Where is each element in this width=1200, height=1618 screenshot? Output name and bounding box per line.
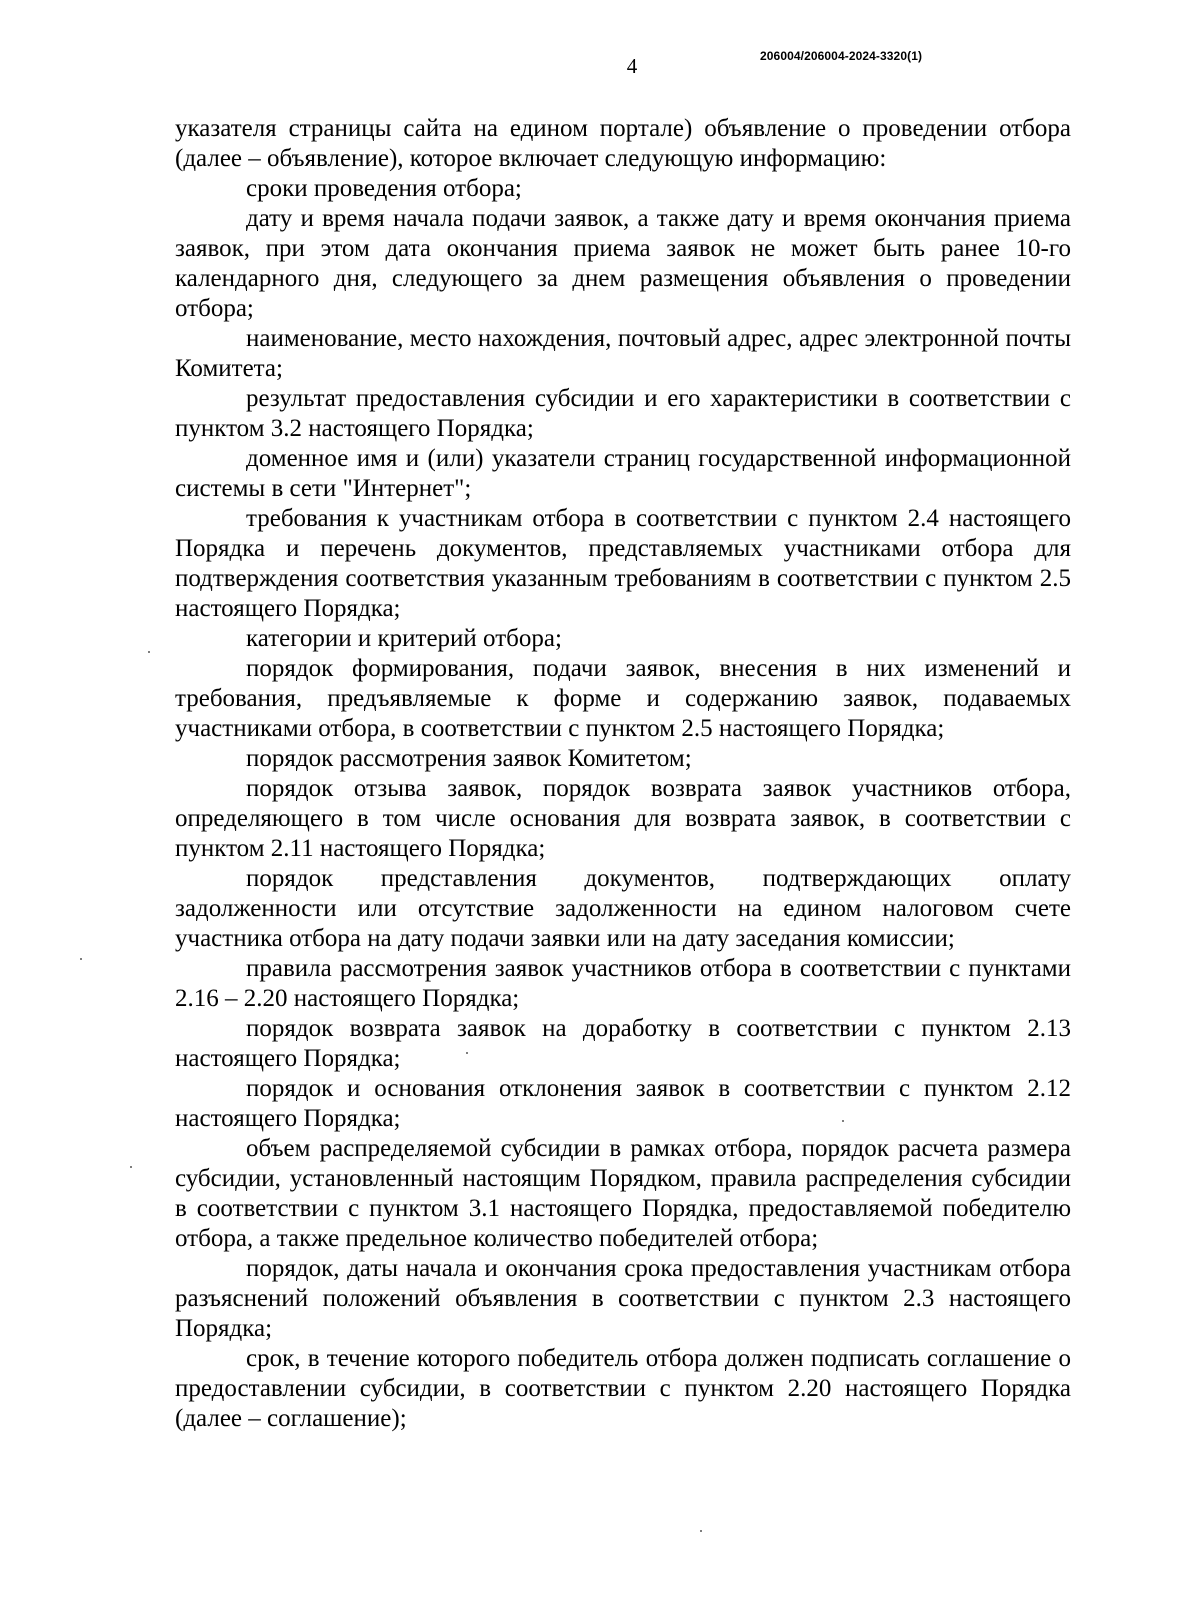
- list-item-review-procedure: порядок рассмотрения заявок Комитетом;: [246, 745, 692, 772]
- page-number: 4: [626, 54, 638, 78]
- list-item-rejection-grounds: порядок и основания отклонения заявок в соответствии с пунктом 2.12 настоящего Порядка;: [175, 1075, 1071, 1132]
- list-item-application-procedure: порядок формирования, подачи заявок, внесения в них изменений и требования, предъявляемые к форме и содержанию заявок, подаваемых участниками отбора, в соответствии с пунктом 2.5 настоящего Порядка;: [175, 655, 1071, 742]
- list-item-subsidy-volume: объем распределяемой субсидии в рамках отбора, порядок расчета размера субсидии, установленный настоящим Порядком, правила распределения субсидии в соответствии с пунктом 3.1 настоящего Порядка, предоставляемой победителю отбора, а также предельное количество победителей отбора;: [175, 1135, 1071, 1252]
- paragraph-continuation: указателя страницы сайта на едином портале) объявление о проведении отбора (далее – объявление), которое включает следующую информацию:: [175, 115, 1071, 172]
- scan-speck: [148, 651, 150, 653]
- list-item-revision-return: порядок возврата заявок на доработку в соответствии с пунктом 2.13 настоящего Порядка;: [175, 1015, 1071, 1072]
- list-item-review-rules: правила рассмотрения заявок участников отбора в соответствии с пунктами 2.16 – 2.20 настоящего Порядка;: [175, 955, 1071, 1012]
- list-item-application-dates: дату и время начала подачи заявок, а также дату и время окончания приема заявок, при этом дата окончания приема заявок не может быть ранее 10-го календарного дня, следующего за днем размещения объявления о проведении отбора;: [175, 205, 1071, 322]
- list-item-withdrawal-procedure: порядок отзыва заявок, порядок возврата заявок участников отбора, определяющего в том числе основания для возврата заявок, в соответствии с пунктом 2.11 настоящего Порядка;: [175, 775, 1071, 862]
- scan-speck: [80, 958, 82, 960]
- scan-speck: [700, 1530, 702, 1532]
- list-item-committee-contacts: наименование, место нахождения, почтовый адрес, адрес электронной почты Комитета;: [175, 325, 1071, 382]
- list-item-categories-criteria: категории и критерий отбора;: [246, 625, 562, 652]
- document-id: 206004/206004-2024-3320(1): [760, 49, 923, 63]
- list-item-selection-period: сроки проведения отбора;: [246, 175, 522, 202]
- list-item-subsidy-result: результат предоставления субсидии и его характеристики в соответствии с пунктом 3.2 настоящего Порядка;: [175, 385, 1071, 442]
- scan-speck: [842, 1120, 844, 1122]
- document-body: [175, 114, 1071, 1434]
- scan-speck: [130, 1166, 132, 1168]
- list-item-participant-requirements: требования к участникам отбора в соответствии с пунктом 2.4 настоящего Порядка и перечень документов, представляемых участниками отбора для подтверждения соответствия указанным требованиям в соответствии с пунктом 2.5 настоящего Порядка;: [175, 505, 1071, 622]
- list-item-agreement-deadline: срок, в течение которого победитель отбора должен подписать соглашение о предоставлении субсидии, в соответствии с пунктом 2.20 настоящего Порядка (далее – соглашение);: [175, 1345, 1071, 1432]
- list-item-debt-documents: порядок представления документов, подтверждающих оплату задолженности или отсутствие задолженности на едином налоговом счете участника отбора на дату подачи заявки или на дату заседания комиссии;: [175, 865, 1071, 952]
- list-item-domain-name: доменное имя и (или) указатели страниц государственной информационной системы в сети "Интернет";: [175, 445, 1071, 502]
- list-item-clarifications: порядок, даты начала и окончания срока предоставления участникам отбора разъяснений положений объявления в соответствии с пунктом 2.3 настоящего Порядка;: [175, 1255, 1071, 1342]
- scan-speck: [466, 1052, 468, 1054]
